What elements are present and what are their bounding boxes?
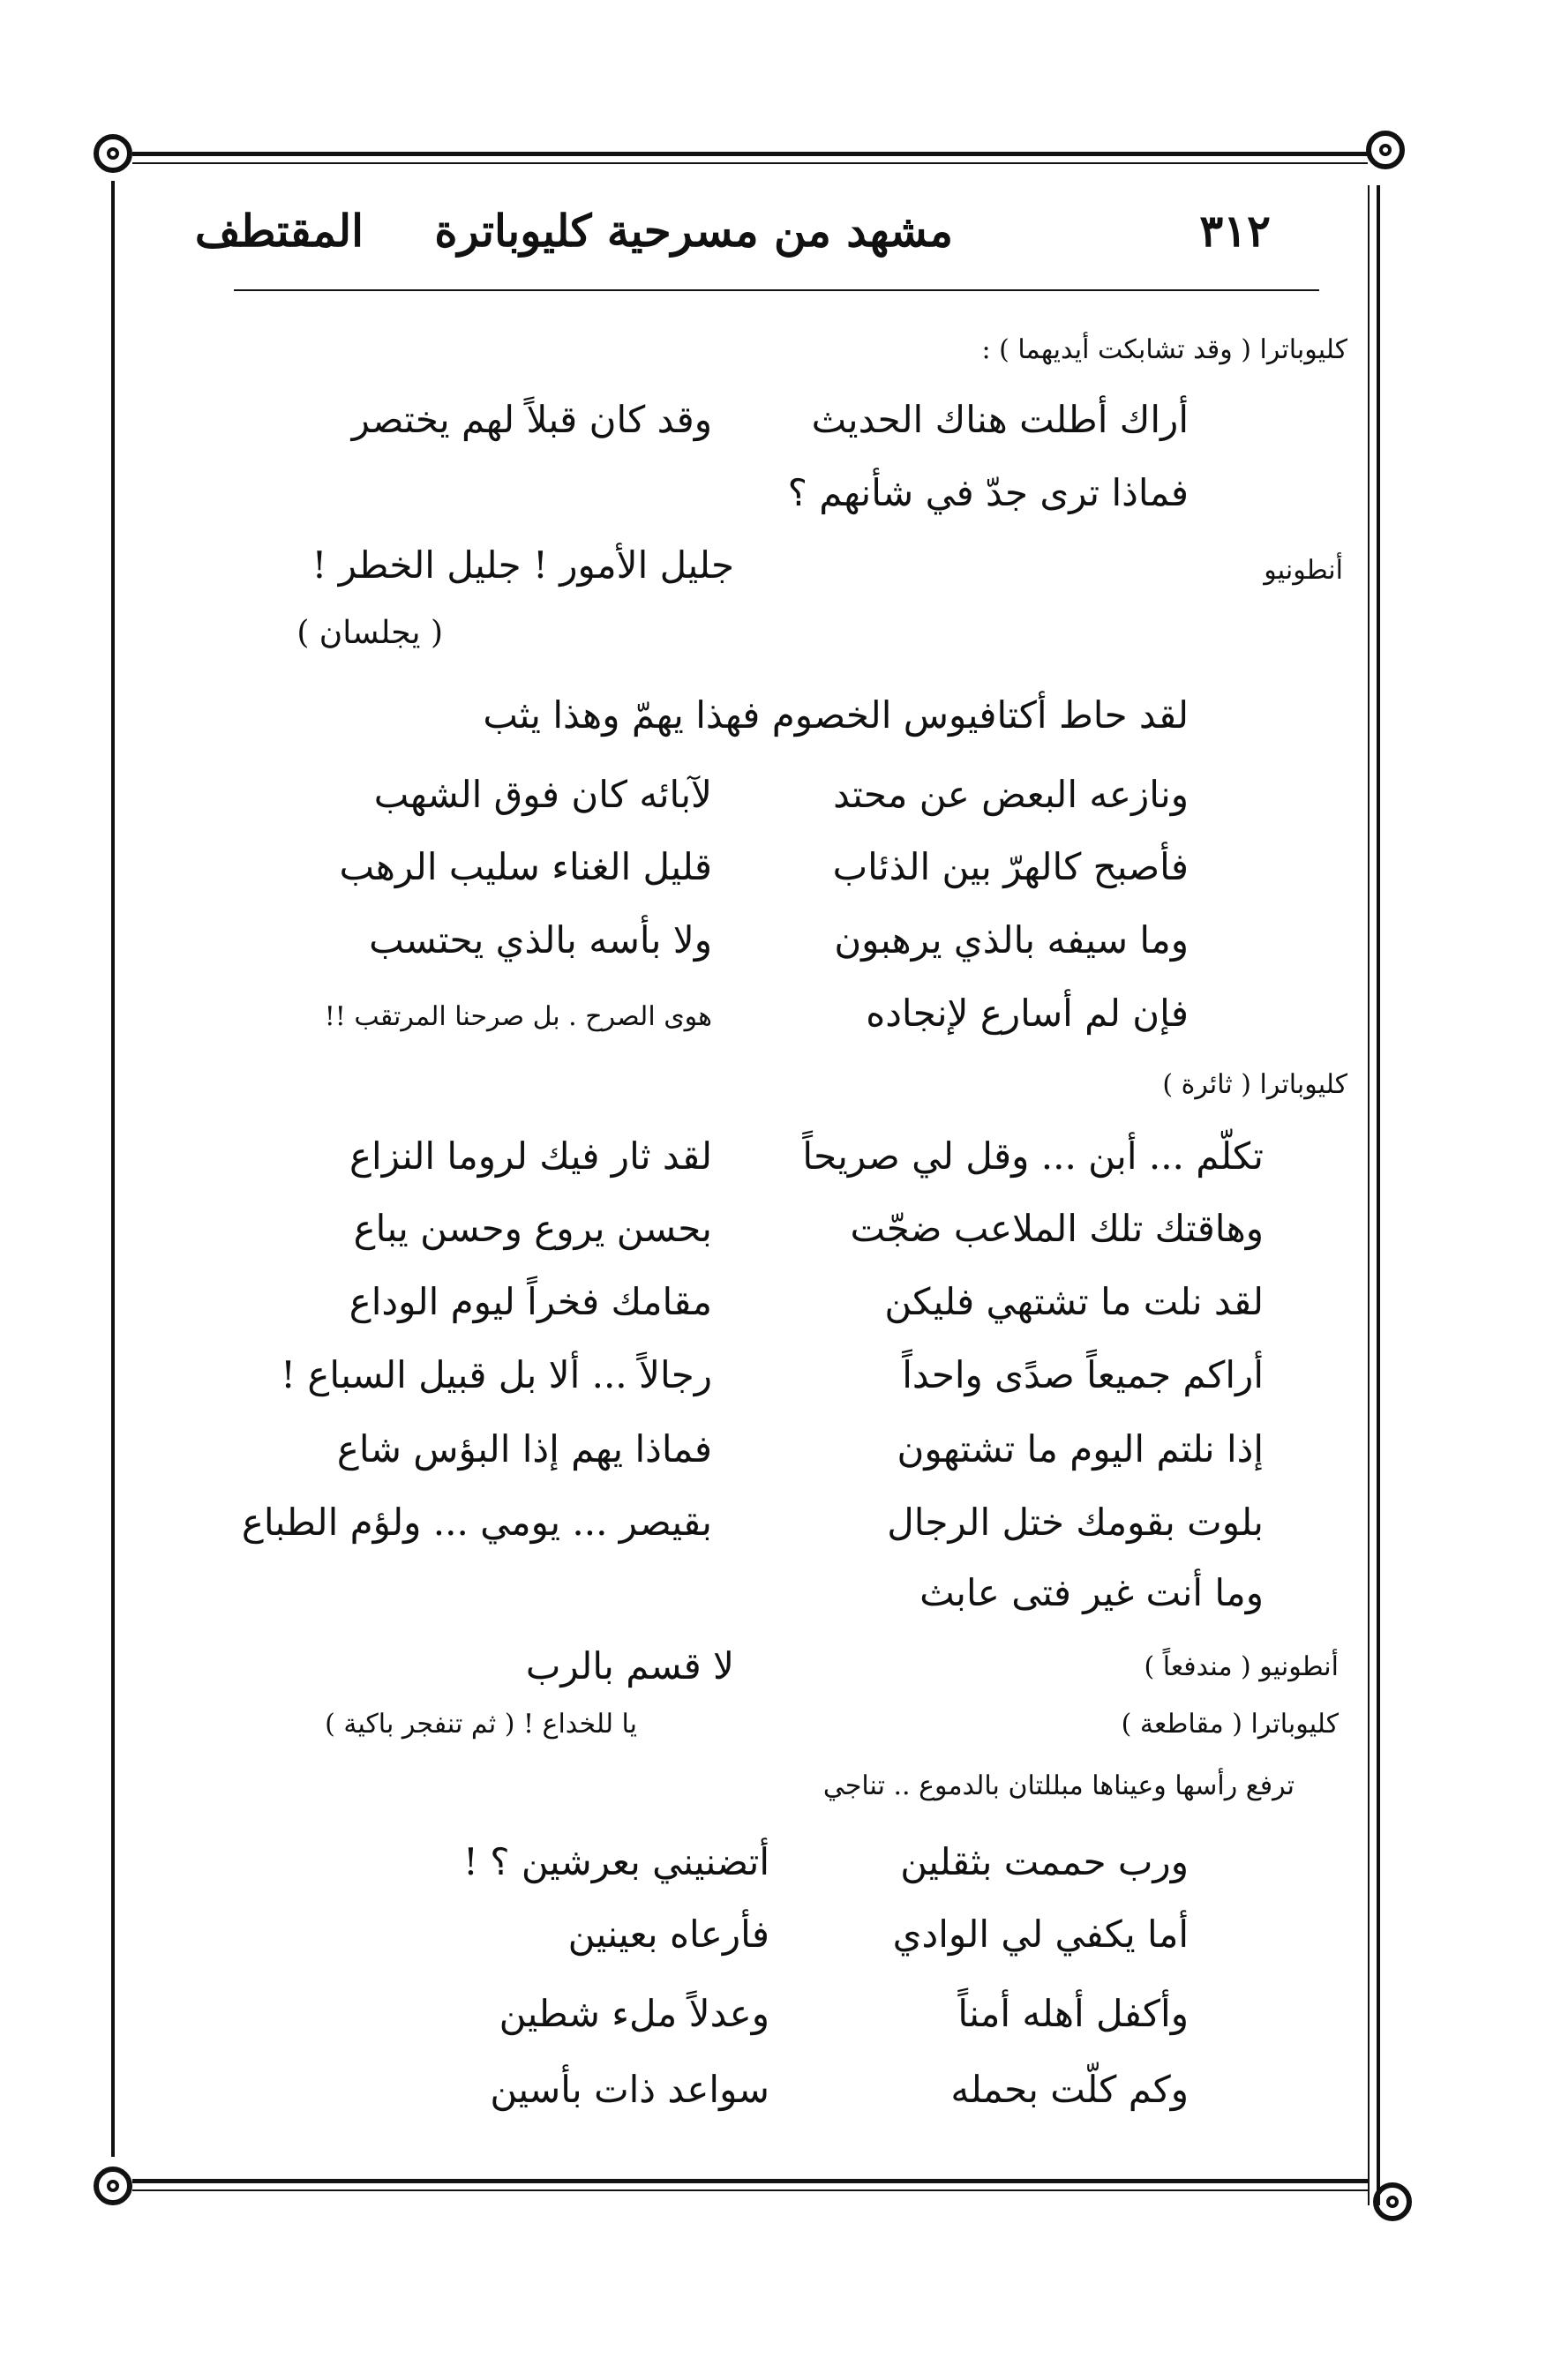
speaker-name: أنطونيو ( مندفعاً ) bbox=[1144, 1651, 1339, 1682]
verse-first-hemistich: وكم كلّت بحمله bbox=[950, 2068, 1189, 2111]
verse-first-hemistich: ورب حممت بثقلين bbox=[900, 1840, 1189, 1883]
frame-right-rule bbox=[1377, 185, 1380, 2205]
verse-second-hemistich: لقد ثار فيك لروما النزاع bbox=[349, 1134, 712, 1178]
page-number: ٣١٢ bbox=[1199, 205, 1271, 257]
journal-name: المقتطف bbox=[194, 205, 364, 257]
verse-second-hemistich: قليل الغناء سليب الرهب bbox=[339, 845, 712, 888]
verse-second-hemistich: وقد كان قبلاً لهم يختصر bbox=[351, 398, 712, 441]
verse-line: وما أنت غير فتى عابث bbox=[919, 1571, 1264, 1614]
verse-second-hemistich: رجالاً ... ألا بل قبيل السباع ! bbox=[281, 1353, 712, 1396]
verse-first-hemistich: وما سيفه بالذي يرهبون bbox=[834, 918, 1189, 962]
frame-top-rule bbox=[132, 152, 1368, 156]
verse-second-hemistich: لآبائه كان فوق الشهب bbox=[373, 773, 712, 816]
verse-first-hemistich: إذا نلتم اليوم ما تشتهون bbox=[897, 1427, 1264, 1471]
corner-ornament-top-left bbox=[94, 134, 132, 173]
verse-first-hemistich: ونازعه البعض عن محتد bbox=[833, 773, 1189, 816]
verse-second-hemistich: فماذا يهم إذا البؤس شاع bbox=[336, 1427, 712, 1471]
stage-direction: ترفع رأسها وعيناها مبللتان بالدموع .. تناجي bbox=[822, 1770, 1295, 1801]
verse-second-hemistich: بقيصر ... يومي ... ولؤم الطباع bbox=[241, 1501, 712, 1544]
verse-second-hemistich: بحسن يروع وحسن يباع bbox=[353, 1207, 712, 1250]
verse-second-hemistich: وعدلاً ملء شطين bbox=[499, 1992, 769, 2035]
stage-direction: كليوباترا ( وقد تشابكت أيديهما ) : bbox=[981, 334, 1347, 365]
corner-ornament-top-right bbox=[1366, 131, 1405, 169]
verse-first-hemistich: أراك أطلت هناك الحديث bbox=[811, 398, 1189, 441]
speaker-name: أنطونيو bbox=[1264, 555, 1343, 586]
stage-direction: يا للخداع ! ( ثم تنفجر باكية ) bbox=[325, 1709, 637, 1740]
verse-first-hemistich: وأكفل أهله أمناً bbox=[957, 1992, 1189, 2035]
frame-right-rule-inner bbox=[1368, 185, 1370, 2205]
verse-second-hemistich: سواعد ذات بأسين bbox=[490, 2068, 769, 2111]
verse-line: لا قسم بالرب bbox=[525, 1644, 734, 1688]
verse-first-hemistich: لقد نلت ما تشتهي فليكن bbox=[884, 1280, 1264, 1323]
verse-line: فماذا ترى جدّ في شأنهم ؟ bbox=[787, 471, 1189, 514]
verse-first-hemistich: وهاقتك تلك الملاعب ضجّت bbox=[850, 1207, 1264, 1250]
corner-ornament-bottom-left bbox=[94, 2167, 132, 2205]
frame-bottom-rule bbox=[132, 2179, 1368, 2183]
verse-first-hemistich: أما يكفي لي الوادي bbox=[892, 1912, 1189, 1956]
page-title: مشهد من مسرحية كليوباترة bbox=[434, 205, 953, 257]
verse-second-hemistich: فأرعاه بعينين bbox=[567, 1912, 769, 1956]
frame-left-rule bbox=[111, 181, 115, 2157]
verse-first-hemistich: فأصبح كالهرّ بين الذئاب bbox=[832, 845, 1189, 888]
stage-direction: ( يجلسان ) bbox=[296, 615, 443, 651]
header-rule bbox=[234, 289, 1319, 291]
speaker-name: كليوباترا ( مقاطعة ) bbox=[1121, 1709, 1339, 1740]
verse-first-hemistich: فإن لم أسارع لإنجاده bbox=[866, 992, 1189, 1035]
verse-second-hemistich: هوى الصرح . بل صرحنا المرتقب !! bbox=[324, 1001, 712, 1032]
verse-second-hemistich: أتضنيني بعرشين ؟ ! bbox=[463, 1840, 769, 1883]
verse-line: جليل الأمور ! جليل الخطر ! bbox=[311, 543, 734, 587]
verse-first-hemistich: بلوت بقومك ختل الرجال bbox=[887, 1501, 1264, 1544]
verse-second-hemistich: مقامك فخراً ليوم الوداع bbox=[349, 1280, 712, 1323]
frame-top-rule-thin bbox=[132, 162, 1368, 164]
verse-first-hemistich: تكلّم ... أبن ... وقل لي صريحاً bbox=[802, 1134, 1264, 1178]
verse-first-hemistich: أراكم جميعاً صدًى واحداً bbox=[902, 1353, 1264, 1396]
frame-bottom-rule-thin bbox=[132, 2189, 1368, 2191]
speaker-name: كليوباترا ( ثائرة ) bbox=[1162, 1069, 1347, 1100]
verse-second-hemistich: ولا بأسه بالذي يحتسب bbox=[369, 918, 712, 962]
verse-line: لقد حاط أكتافيوس الخصوم فهذا يهمّ وهذا يثب bbox=[483, 693, 1189, 737]
corner-ornament-bottom-right bbox=[1373, 2182, 1412, 2221]
